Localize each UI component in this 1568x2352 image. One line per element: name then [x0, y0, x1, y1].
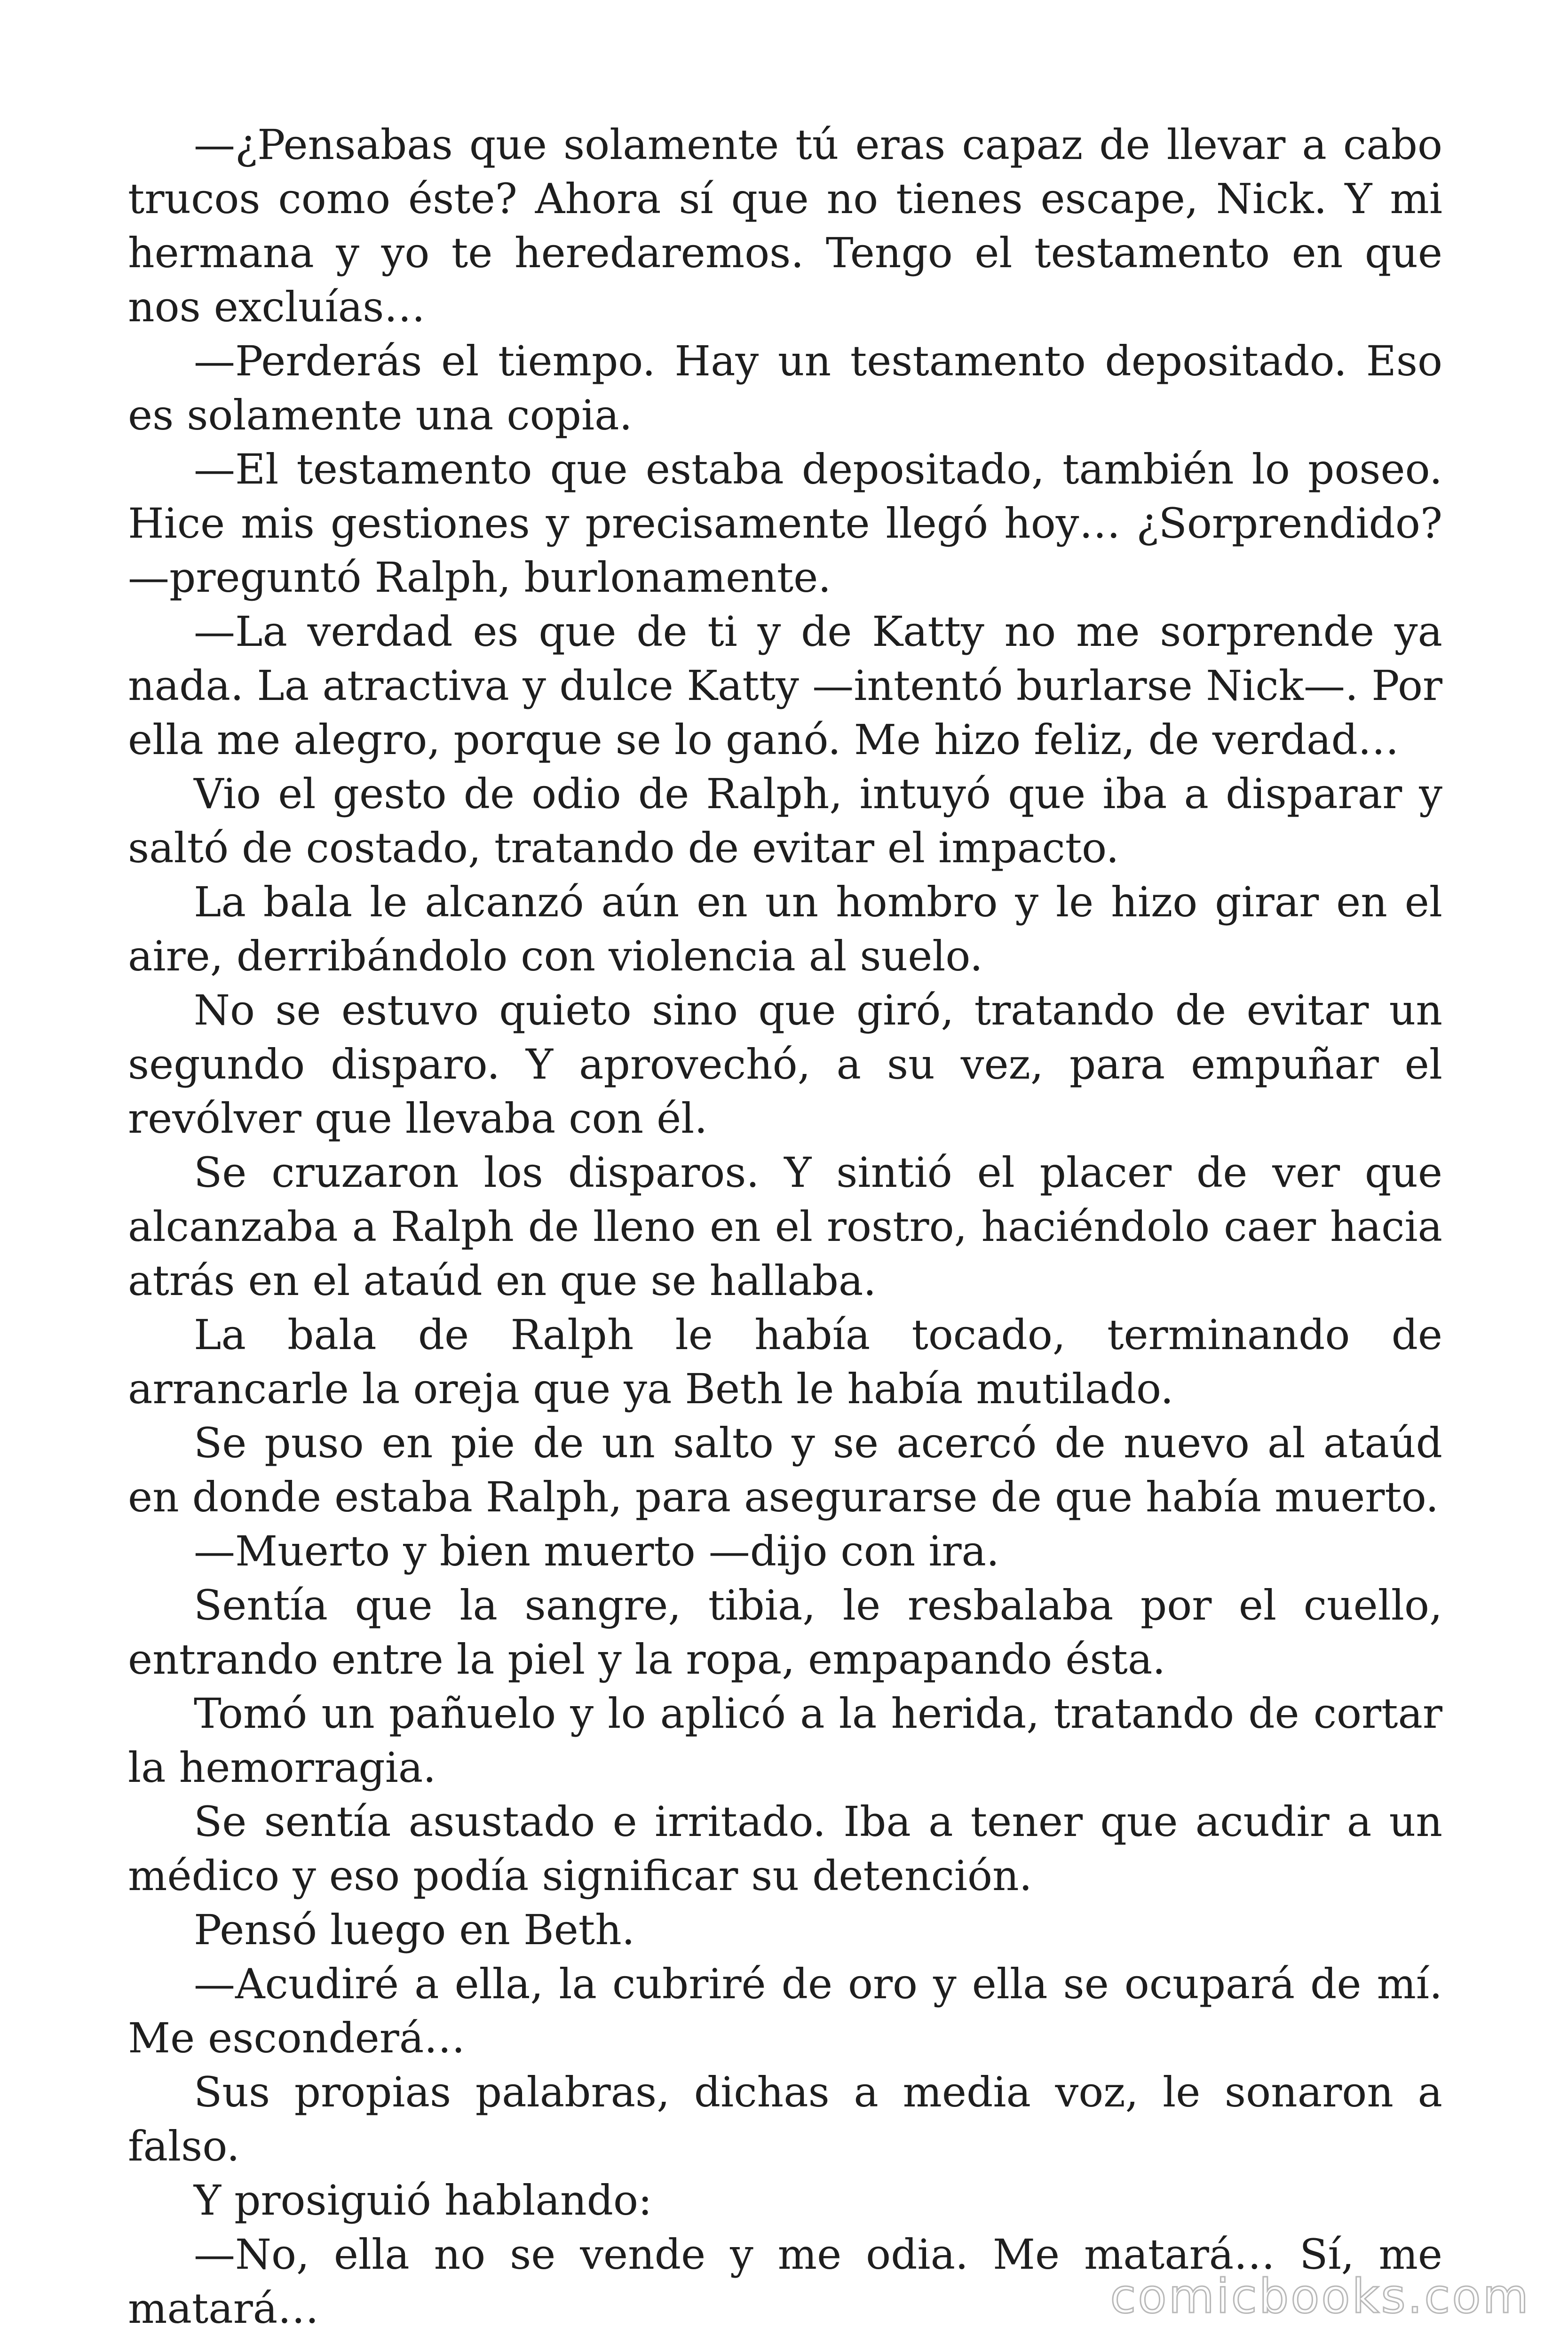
paragraph: —La verdad es que de ti y de Katty no me sorprende ya nada. La atractiva y dulce Katty —intentó burlarse Nick—. Por ella me alegro, porque se lo ganó. Me hizo feliz, de verdad… [128, 607, 1442, 764]
paragraph: —Perderás el tiempo. Hay un testamento depositado. Eso es solamente una copia. [128, 337, 1442, 439]
paragraph: La bala de Ralph le había tocado, terminando de arrancarle la oreja que ya Beth le había mutilado. [128, 1311, 1442, 1413]
paragraph: Sentía que la sangre, tibia, le resbalaba por el cuello, entrando entre la piel y la ropa, empapando ésta. [128, 1581, 1442, 1684]
book-page [128, 118, 1442, 2336]
paragraph: Se cruzaron los disparos. Y sintió el placer de ver que alcanzaba a Ralph de lleno en el rostro, haciéndolo caer hacia atrás en el ataúd en que se hallaba. [128, 1148, 1442, 1305]
paragraph: —No, ella no se vende y me odia. Me matará… Sí, me matará… [128, 2230, 1442, 2333]
paragraph: Tomó un pañuelo y lo aplicó a la herida, tratando de cortar la hemorragia. [128, 1689, 1442, 1792]
paragraph: Y prosiguió hablando: [194, 2176, 652, 2225]
paragraph: —Muerto y bien muerto —dijo con ira. [194, 1527, 999, 1575]
paragraph: Sus propias palabras, dichas a media voz, le sonaron a falso. [128, 2068, 1442, 2170]
paragraph: Se sentía asustado e irritado. Iba a tener que acudir a un médico y eso podía significar su detención. [128, 1797, 1442, 1900]
paragraph: La bala le alcanzó aún en un hombro y le hizo girar en el aire, derribándolo con violencia al suelo. [128, 878, 1442, 980]
paragraph: No se estuvo quieto sino que giró, tratando de evitar un segundo disparo. Y aprovechó, a su vez, para empuñar el revólver que llevaba con él. [128, 986, 1442, 1143]
paragraph: —Acudiré a ella, la cubriré de oro y ella se ocupará de mí. Me esconderá… [128, 1960, 1442, 2062]
paragraph: Pensó luego en Beth. [194, 1906, 635, 1954]
paragraph: Vio el gesto de odio de Ralph, intuyó que iba a disparar y saltó de costado, tratando de evitar el impacto. [128, 770, 1442, 872]
paragraph: —El testamento que estaba depositado, también lo poseo. Hice mis gestiones y precisamente llegó hoy… ¿Sorprendido? —preguntó Ralph, burlonamente. [128, 445, 1442, 602]
paragraph: Se puso en pie de un salto y se acercó de nuevo al ataúd en donde estaba Ralph, para asegurarse de que había muerto. [128, 1419, 1442, 1521]
paragraph: —¿Pensabas que solamente tú eras capaz de llevar a cabo trucos como éste? Ahora sí que no tienes escape, Nick. Y mi hermana y yo te heredaremos. Tengo el testamento en que nos excluías… [128, 120, 1442, 331]
watermark: comicbooks.com [1110, 2269, 1530, 2324]
